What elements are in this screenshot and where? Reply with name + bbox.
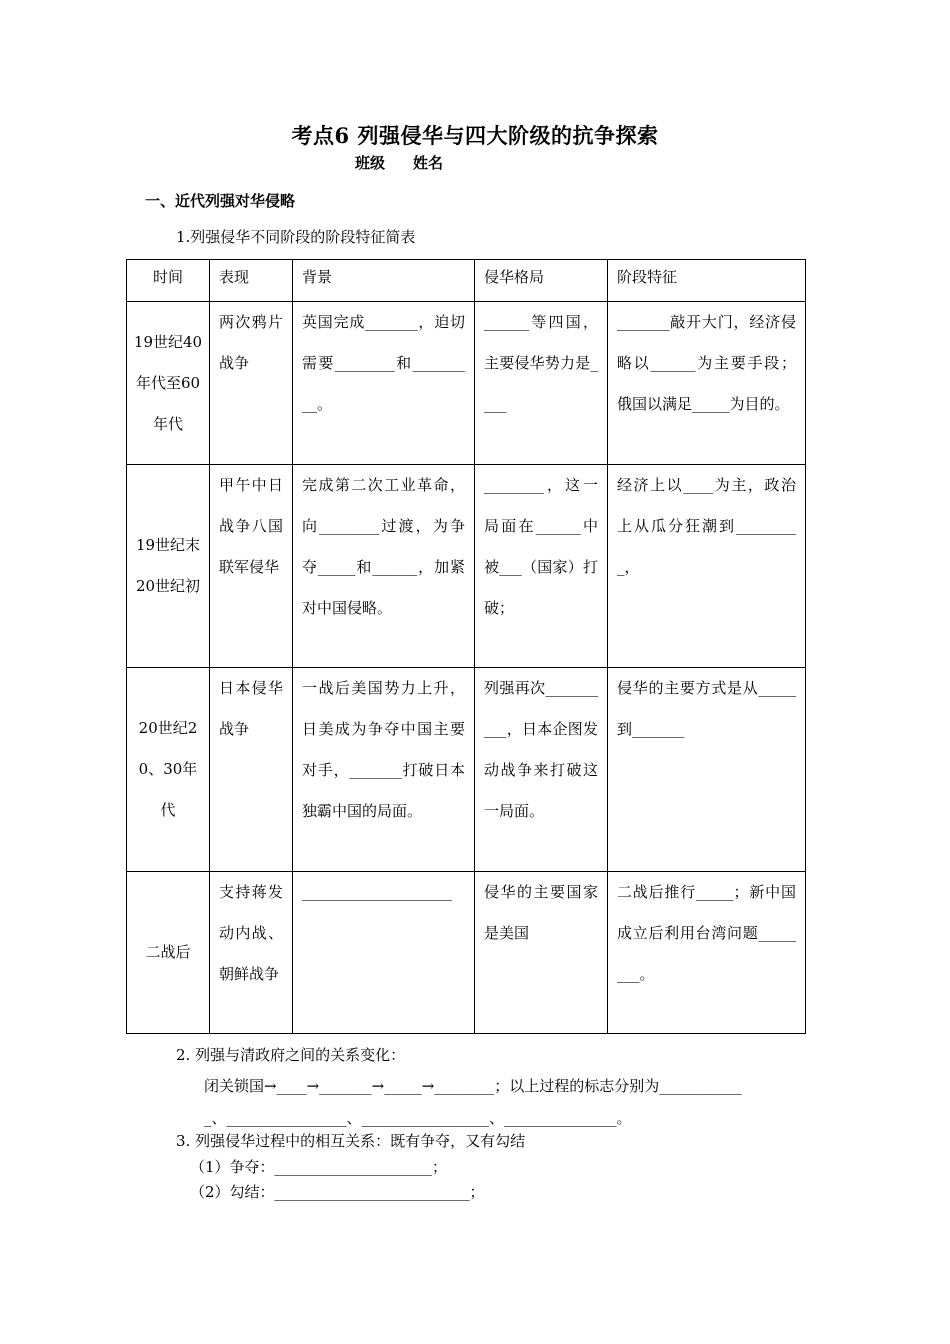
cell-pattern: ______等四国，主要侵华势力是____ [475,302,608,465]
cell-feature: _______敲开大门，经济侵略以______为主要手段；俄国以满足_____为目的。 [608,302,806,465]
cell-time: 19世纪40年代至60年代 [127,302,210,465]
cell-time: 20世纪20、30年代 [127,668,210,872]
cell-feature: 侵华的主要方式是从_____到_______ [608,668,806,872]
cell-feature: 经济上以____为主，政治上从瓜分狂潮到_________， [608,465,806,668]
header-pattern: 侵华格局 [475,260,608,302]
student-info [355,152,443,173]
cell-background: ____________________ [293,872,475,1034]
question-2-label: 2. 列强与清政府之间的关系变化： [176,1046,406,1064]
stage-feature-table [126,259,806,1034]
header-time: 时间 [127,260,210,302]
question-2-line-1: 闭关锁国→____→_______→_____→________；以上过程的标志分别为___________ [204,1077,742,1095]
cell-performance: 甲午中日战争八国联军侵华 [210,465,293,668]
question-3-item-2: （2）勾结：__________________________； [190,1183,485,1201]
cell-feature: 二战后推行_____；新中国成立后利用台湾问题________。 [608,872,806,1034]
table-row [127,668,806,872]
table-row [127,465,806,668]
cell-pattern: ________，这一局面在______中被___（国家）打破； [475,465,608,668]
cell-background: 一战后美国势力上升，日美成为争夺中国主要对手，_______打破日本独霸中国的局面。 [293,668,475,872]
cell-time: 二战后 [127,872,210,1034]
cell-performance: 日本侵华战争 [210,668,293,872]
header-feature: 阶段特征 [608,260,806,302]
cell-time: 19世纪末20世纪初 [127,465,210,668]
cell-pattern: 侵华的主要国家是美国 [475,872,608,1034]
table-row [127,872,806,1034]
class-label: 班级 [355,154,386,172]
table-caption: 1.列强侵华不同阶段的阶段特征简表 [176,228,416,246]
cell-performance: 支持蒋发动内战、朝鲜战争 [210,872,293,1034]
question-3-item-1: （1）争夺：_____________________； [190,1158,448,1176]
table-header-row [127,260,806,302]
cell-background: 完成第二次工业革命，向________过渡，为争夺_____和______，加紧对中国侵略。 [293,465,475,668]
header-background: 背景 [293,260,475,302]
cell-pattern: 列强再次__________，日本企图发动战争来打破这一局面。 [475,668,608,872]
section-heading: 一、近代列强对华侵略 [145,192,296,210]
table-row [127,302,806,465]
name-label: 姓名 [413,154,444,172]
page-title: 考点6 列强侵华与四大阶级的抗争探索 [291,123,659,148]
header-performance: 表现 [210,260,293,302]
cell-performance: 两次鸦片战争 [210,302,293,465]
question-2-line-2: _、________________、_________________、_______________。 [204,1109,632,1127]
cell-background: 英国完成_______，迫切需要________和_________。 [293,302,475,465]
question-3-label: 3. 列强侵华过程中的相互关系：既有争夺，又有勾结 [176,1132,526,1150]
